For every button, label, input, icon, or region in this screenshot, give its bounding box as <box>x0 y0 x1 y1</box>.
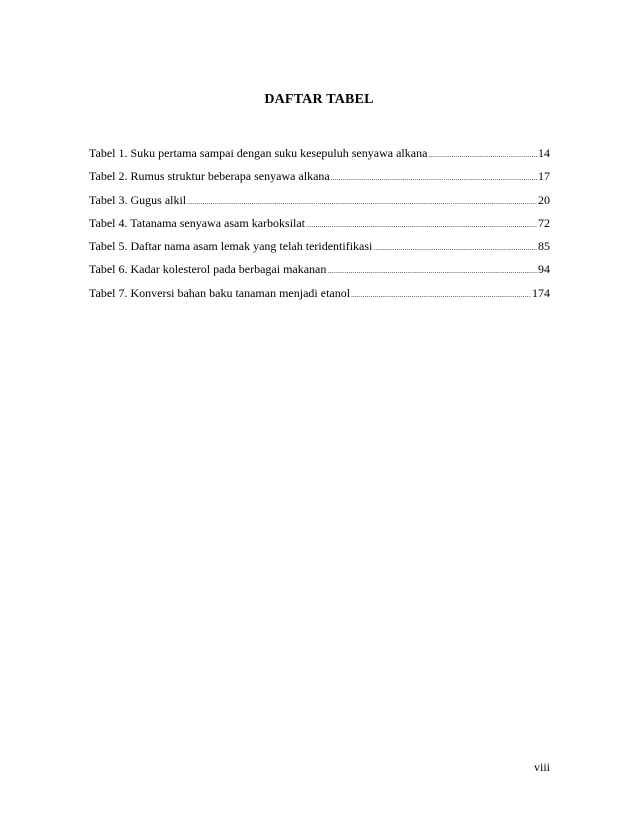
list-item[interactable] <box>89 239 550 262</box>
entry-page-number: 17 <box>538 169 550 184</box>
entry-label: Tabel 7. Konversi bahan baku tanaman menjadi etanol <box>89 285 351 300</box>
page-number: viii <box>533 760 550 774</box>
entry-page-number: 14 <box>538 146 550 160</box>
entry-page-number: 85 <box>538 239 550 254</box>
dot-leader <box>351 291 531 299</box>
list-item[interactable] <box>89 286 550 309</box>
entry-page-number: 72 <box>538 215 550 230</box>
dot-leader <box>331 174 537 182</box>
entry-page-number: 174 <box>532 285 550 300</box>
list-item[interactable] <box>89 262 550 285</box>
dot-leader <box>306 221 537 229</box>
entry-label: Tabel 1. Suku pertama sampai dengan suku kesepuluh senyawa alkana <box>89 146 428 160</box>
dot-leader <box>327 267 537 275</box>
list-item[interactable] <box>89 193 550 216</box>
list-item[interactable] <box>89 146 550 169</box>
dot-leader <box>187 198 537 206</box>
list-item[interactable] <box>89 169 550 192</box>
entry-label: Tabel 5. Daftar nama asam lemak yang telah teridentifikasi <box>89 239 373 254</box>
entry-label: Tabel 4. Tatanama senyawa asam karboksilat <box>89 215 306 230</box>
table-list <box>89 146 550 309</box>
list-item[interactable] <box>89 216 550 239</box>
entry-label: Tabel 3. Gugus alkil <box>89 192 187 207</box>
entry-page-number: 20 <box>538 192 550 207</box>
page-title: DAFTAR TABEL <box>264 92 374 107</box>
entry-page-number: 94 <box>538 262 550 277</box>
dot-leader <box>373 244 537 252</box>
dot-leader <box>428 151 537 159</box>
entry-label: Tabel 2. Rumus struktur beberapa senyawa alkana <box>89 169 330 184</box>
entry-label: Tabel 6. Kadar kolesterol pada berbagai makanan <box>89 262 327 277</box>
